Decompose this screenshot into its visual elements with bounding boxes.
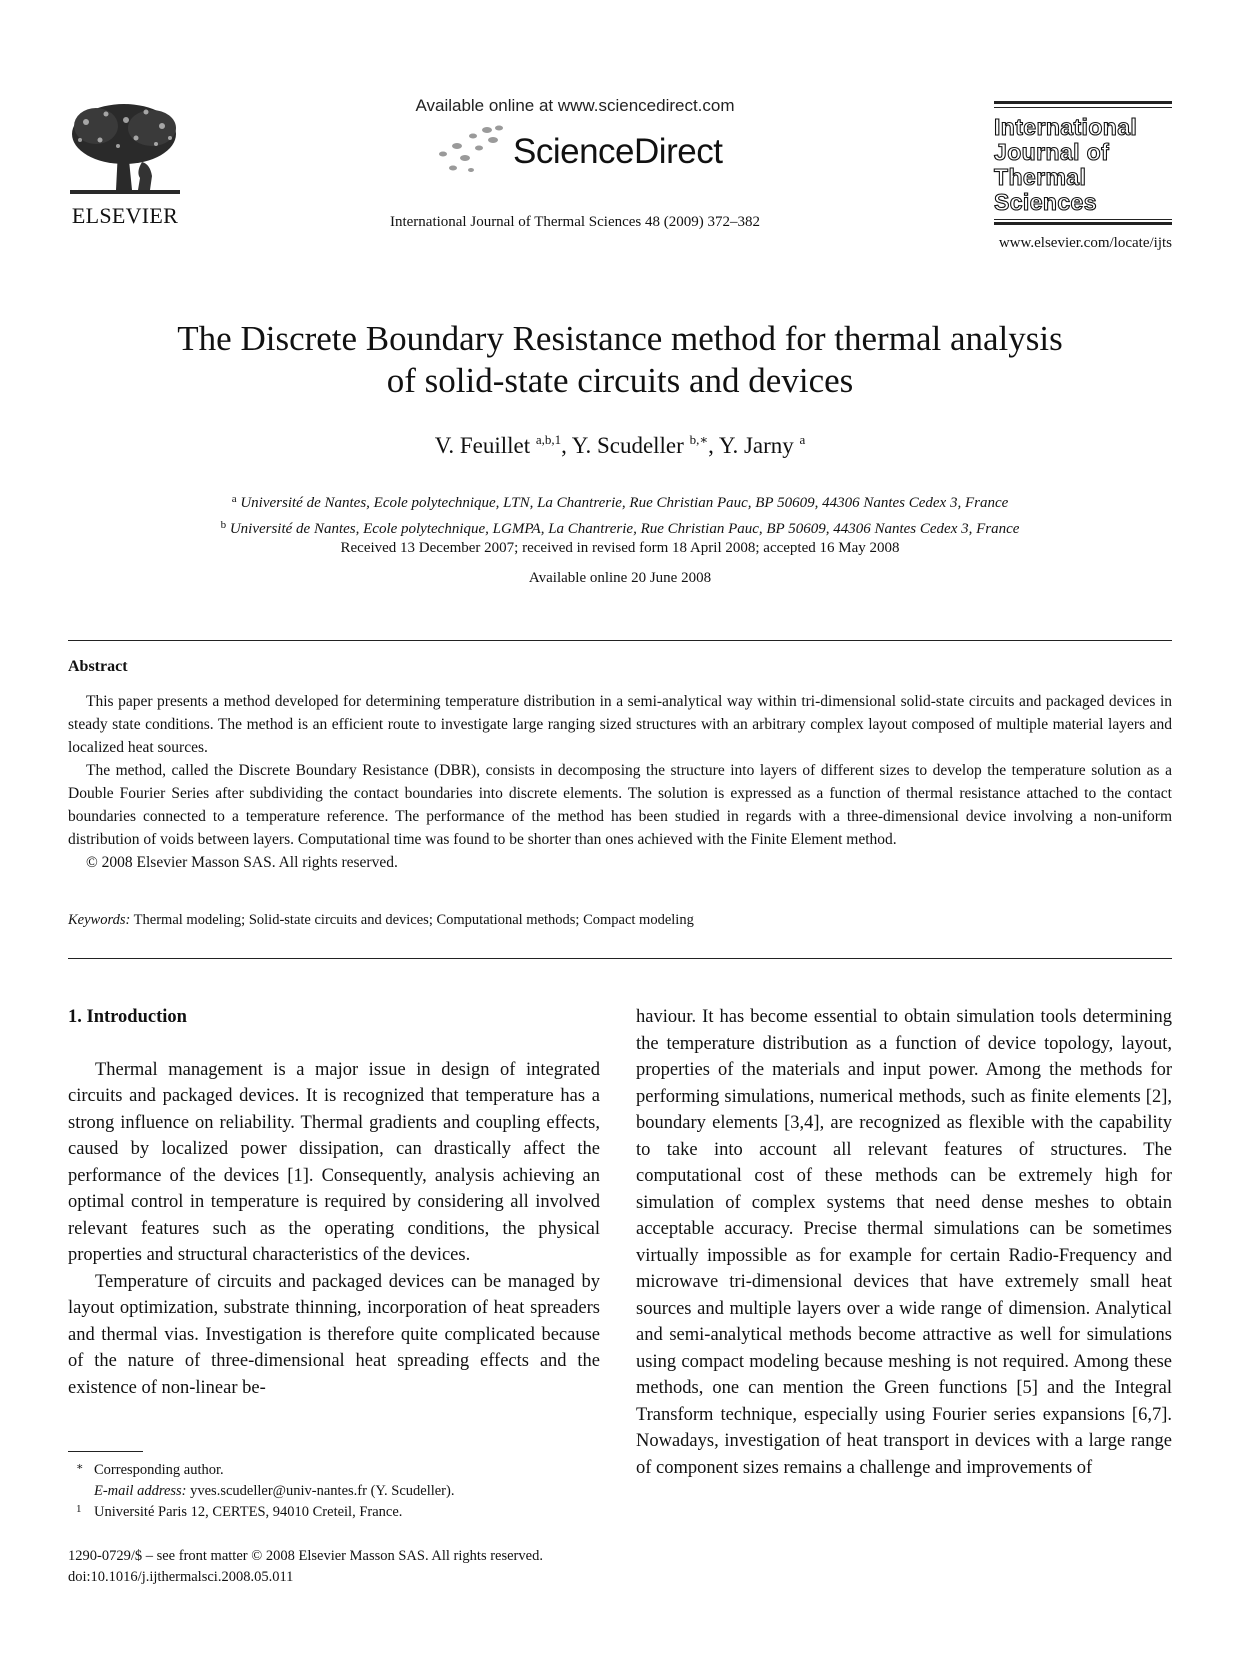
footnote-corresponding	[68, 1460, 608, 1481]
keywords	[68, 912, 1172, 929]
author-list: V. Feuillet $^{a,b,1}$, Y. Scudeller $^{b,∗}$, Y. Jarny $^a$	[434, 432, 806, 458]
masthead-line: Sciences	[994, 189, 1097, 215]
journal-url-link[interactable]: www.elsevier.com/locate/ijts	[998, 235, 1172, 251]
received-dates: Received 13 December 2007; received in revised form 18 April 2008; accepted 16 May 2008	[340, 540, 900, 556]
footnote-text: Université Paris 12, CERTES, 94010 Creteil, France.	[94, 1504, 403, 1520]
keywords-label: Keywords:	[68, 912, 131, 928]
affiliation-mark: b	[220, 519, 227, 531]
keywords-text: Thermal modeling; Solid-state circuits and devices; Computational methods; Compact modeling	[133, 912, 694, 928]
affiliation	[60, 514, 1180, 540]
paper-title	[80, 318, 1160, 402]
journal-masthead	[994, 101, 1172, 231]
journal-citation: International Journal of Thermal Sciences 48 (2009) 372–382	[389, 214, 761, 230]
abstract-heading: Abstract	[68, 658, 128, 675]
author-marks: a,b,1	[535, 432, 562, 447]
author-name[interactable]: V. Feuillet	[434, 433, 531, 458]
affiliation	[60, 488, 1180, 514]
section-heading: 1. Introduction	[68, 1007, 187, 1027]
author-marks: a	[799, 432, 806, 447]
footnote-divider	[68, 1451, 143, 1452]
right-column	[636, 1004, 1172, 1481]
elsevier-logo	[66, 100, 182, 230]
abstract-body	[68, 690, 1172, 874]
body-paragraph: haviour. It has become essential to obtain simulation tools determining the temperature distribution as a function of device topology, layout, properties of the materials and input power. Among the methods for performing simulations, numerical methods, such as finite elements [2], boundary elements [3,4], are recognized as flexible with the capability to take into account all relevant features of structures. The computational cost of these methods can be extremely high for simulation of complex systems that need dense meshes to obtain acceptable accuracy. Precise thermal simulations can be sometimes virtually impossible as for example for certain Radio-Frequency and microwave tri-dimensional devices that have extremely small heat sources and multiple layers over a wide range of dimension. Analytical and semi-analytical methods become attractive as well for simulations using compact modeling because meshing is not required. Among these methods, one can mention the Green functions [5] and the Integral Transform technique, especially using Fourier series expansions [6,7]. Nowadays, investigation of heat transport in devices with a large range of component sizes remains a challenge and improvements of	[636, 1007, 1172, 1478]
issn-line: 1290-0729/$ – see front matter © 2008 Elsevier Masson SAS. All rights reserved.	[68, 1548, 543, 1564]
title-line: The Discrete Boundary Resistance method for thermal analysis	[177, 319, 1063, 358]
copyright-notice: © 2008 Elsevier Masson SAS. All rights reserved.	[86, 854, 398, 871]
affiliation-mark: a	[231, 493, 237, 505]
body-paragraph: Thermal management is a major issue in design of integrated circuits and packaged devices. It is recognized that temperature has a strong influence on reliability. Thermal gradients and coupling effects, caused by localized power dissipation, can drastically affect the performance of the devices [1]. Consequently, analysis achieving an optimal control in temperature is required by considering all involved relevant features such as the operating conditions, the physical properties and structural characteristics of the devices.	[68, 1059, 600, 1265]
author-name[interactable]: Y. Jarny	[718, 433, 794, 458]
footnote-affiliation	[68, 1502, 608, 1523]
left-column	[68, 1004, 600, 1401]
author-marks: b,∗	[689, 432, 709, 447]
email-label: E-mail address:	[94, 1483, 187, 1499]
footnote-text: Corresponding author.	[94, 1462, 224, 1478]
masthead-line: International	[994, 114, 1138, 140]
elsevier-tree-icon	[66, 100, 184, 200]
sciencedirect-dots-icon	[435, 124, 511, 180]
email-link[interactable]: yves.scudeller@univ-nantes.fr (Y. Scudeller).	[190, 1483, 455, 1499]
abstract-paragraph: This paper presents a method developed for determining temperature distribution in a semi-analytical way within tri-dimensional solid-state circuits and packaged devices in steady state conditions. The method is an efficient route to investigate large ranging sized structures with an arbitrary complex layout composed of multiple material layers and localized heat sources.	[68, 693, 1172, 756]
platform-name: ScienceDirect	[513, 132, 723, 171]
footnote-mark: 1	[76, 1503, 82, 1515]
affiliation-list	[60, 488, 1180, 540]
affiliation-text: Université de Nantes, Ecole polytechnique, LGMPA, La Chantrerie, Rue Christian Pauc, BP 50609, 44306 Nantes Cedex 3, France	[229, 521, 1020, 537]
front-matter	[68, 1546, 543, 1588]
available-online-date: Available online 20 June 2008	[528, 570, 712, 586]
publisher-name: ELSEVIER	[71, 203, 179, 228]
title-line: of solid-state circuits and devices	[386, 361, 854, 400]
divider	[68, 958, 1172, 959]
footnote-email	[68, 1481, 608, 1502]
divider	[68, 640, 1172, 641]
doi-link[interactable]: doi:10.1016/j.ijthermalsci.2008.05.011	[68, 1569, 294, 1585]
journal-masthead-title	[994, 115, 1137, 215]
masthead-line: Thermal	[994, 164, 1087, 190]
sciencedirect-logo[interactable]	[435, 124, 735, 180]
affiliation-text: Université de Nantes, Ecole polytechnique, LTN, La Chantrerie, Rue Christian Pauc, BP 50609, 44306 Nantes Cedex 3, France	[240, 495, 1009, 511]
masthead-line: Journal of	[994, 139, 1110, 165]
body-paragraph: Temperature of circuits and packaged devices can be managed by layout optimization, substrate thinning, incorporation of heat spreaders and thermal vias. Investigation is therefore quite complicated because of the nature of three-dimensional heat spreading effects and the existence of non-linear be-	[68, 1271, 600, 1398]
author-name[interactable]: Y. Scudeller	[571, 433, 684, 458]
available-online-text[interactable]: Available online at www.sciencedirect.com	[415, 96, 735, 115]
footnotes	[68, 1460, 608, 1523]
footnote-mark: ∗	[76, 1461, 84, 1473]
abstract-paragraph: The method, called the Discrete Boundary Resistance (DBR), consists in decomposing the structure into layers of different sizes to develop the temperature solution as a Double Fourier Series after subdividing the contact boundaries into discrete elements. The solution is expressed as a function of thermal resistance attached to the contact boundaries connected to a temperature reference. The performance of the method has been studied in regards with a three-dimensional device involving a non-uniform distribution of voids between layers. Computational time was found to be shorter than ones achieved with the Finite Element method.	[68, 762, 1172, 848]
